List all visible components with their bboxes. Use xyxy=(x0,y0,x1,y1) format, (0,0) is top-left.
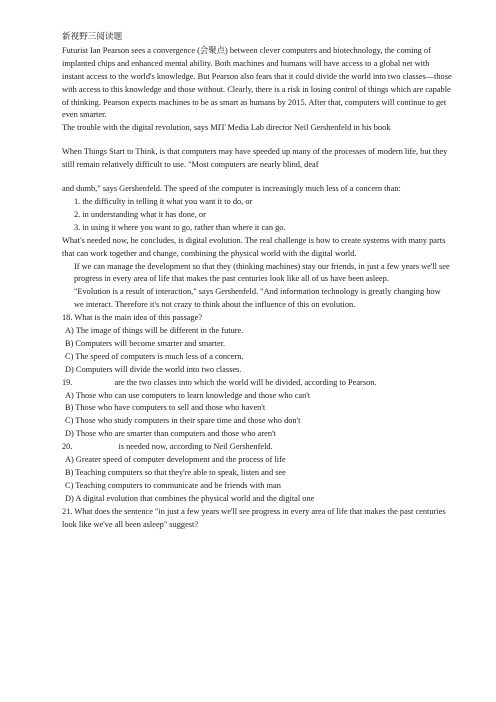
paragraph-1: Futurist Ian Pearson sees a convergence (会聚点) between clever computers and biotechnology, the coming of implanted chips and enhanced mental ability. Both machines and humans will have access to a global net with instant access to the world's knowledge. But Pearson also fears that it could divide the world into two classes—those with access to this knowledge and those without. Clearly, there is a risk in losing control of things which are capable of thinking. Pearson expects machines to be as smart as humans by 2015. After that, computers will continue to get even smarter. xyxy=(62,45,452,120)
paragraph-2-line-b: When Things Start to Think, is that computers may have speeded up many of the processes of modern life, but they still remain relatively difficult to use. "Most computers are nearly blind, deaf xyxy=(62,147,448,170)
question-20-option-a: A) Greater speed of computer development and the process of life xyxy=(65,455,286,465)
question-18-option-c: C) The speed of computers is much less of a concern. xyxy=(65,351,244,361)
question-18-stem: 18. What is the main idea of this passage? xyxy=(62,313,203,323)
question-19-number: 19. xyxy=(62,377,73,387)
question-18-option-d: D) Computers will divide the world into two classes. xyxy=(65,364,242,374)
question-18-option-b: B) Computers will become smarter and smarter. xyxy=(65,338,226,348)
question-19-option-d: D) Those who are smarter than computers and those who aren't xyxy=(65,429,276,439)
question-19-option-c: C) Those who study computers in their spare time and those who don't xyxy=(65,416,301,426)
question-18-option-a: A) The image of things will be different in the future. xyxy=(65,326,244,336)
question-19-text: are the two classes into which the world will be divided, according to Pearson. xyxy=(114,377,377,387)
document-title: 新视野三阅读题 xyxy=(62,31,123,41)
paragraph-4: If we can manage the development so that they (thinking machines) stay our friends, in just a few years we'll see progress in every area of life that makes the past centuries look like all of us have been asleep. xyxy=(74,261,450,284)
question-20-option-d: D) A digital evolution that combines the physical world and the digital one xyxy=(65,493,315,503)
list-item-2: 2. in understanding what it has done, or xyxy=(74,209,206,219)
question-20-text: is needed now, according to Neil Gershenfeld. xyxy=(118,442,273,452)
paragraph-2-line-c: and dumb," says Gershenfeld. The speed of the computer is increasingly much less of a concern than: xyxy=(62,184,401,194)
spacer xyxy=(62,135,452,146)
paragraph-3: What's needed now, he concludes, is digital evolution. The real challenge is how to create systems with many parts that can work together and change, combining the physical world with the digital world. xyxy=(62,235,446,258)
question-21-stem: 21. What does the sentence "in just a few years we'll see progress in every area of life that makes the past centuries look like we've all been asleep" suggest? xyxy=(62,506,446,529)
list-item-3: 3. in using it where you want to go, rather than where it can go. xyxy=(74,222,286,232)
question-20-number: 20. xyxy=(62,442,73,452)
paragraph-2-line-a: The trouble with the digital revolution, says MIT Media Lab director Neil Gershenfeld in his book xyxy=(62,123,391,133)
question-20-stem xyxy=(62,441,452,454)
question-19-stem xyxy=(62,377,452,390)
question-19-option-b: B) Those who have computers to sell and those who haven't xyxy=(65,403,266,413)
question-20-option-b: B) Teaching computers so that they're able to speak, listen and see xyxy=(65,468,286,477)
question-19-option-a: A) Those who can use computers to learn knowledge and those who can't xyxy=(65,390,311,400)
spacer xyxy=(62,172,452,183)
question-20-option-c: C) Teaching computers to communicate and be friends with man xyxy=(65,480,281,490)
list-item-1: 1. the difficulty in telling it what you want it to do, or xyxy=(74,196,253,206)
paragraph-5: "Evolution is a result of interaction," says Gershenfeld. "And information technology is greatly changing how we interact. Therefore it's not crazy to think about the influence of this on evolution. xyxy=(74,287,441,310)
